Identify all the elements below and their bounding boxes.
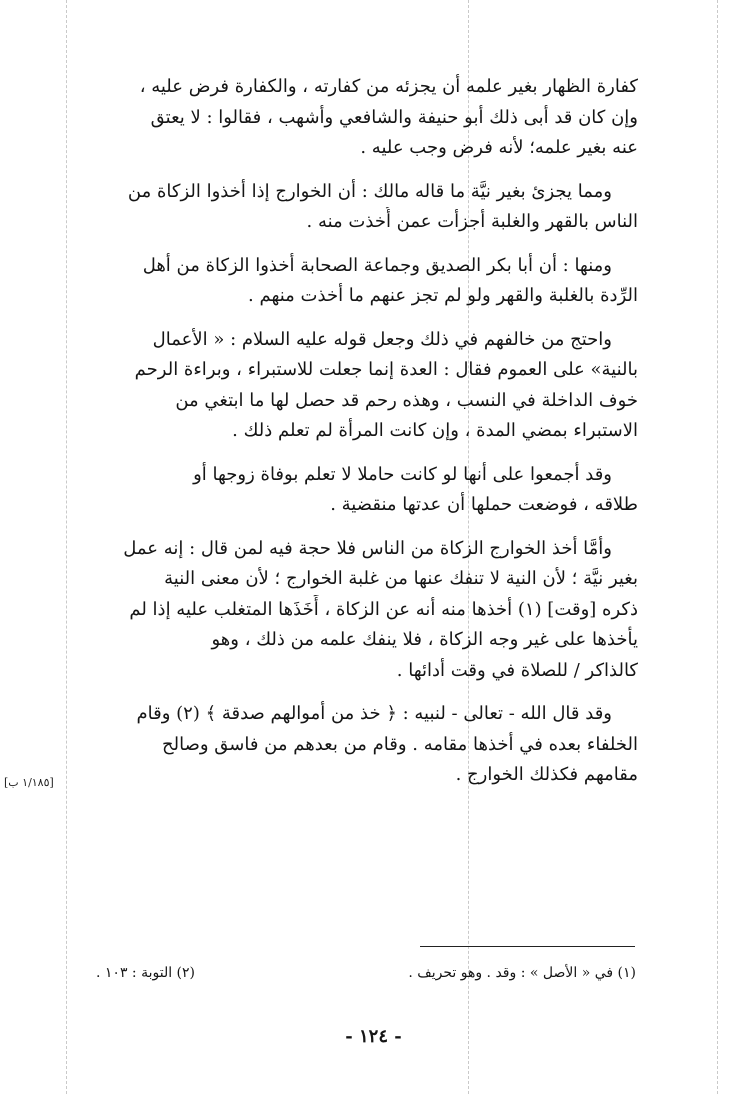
body-text bbox=[86, 72, 638, 804]
text-line: يأخذها على غير وجه الزكاة ، فلا ينفك علمه من ذلك ، وهو bbox=[211, 629, 638, 650]
footnote-separator bbox=[420, 946, 635, 947]
text-line: وقد أجمعوا على أنها لو كانت حاملا لا تعلم بوفاة زوجها أو bbox=[193, 463, 612, 485]
paragraph-2 bbox=[86, 177, 638, 238]
text-line: كفارة الظهار بغير علمه أن يجزئه من كفارته ، والكفارة فرض عليه ، bbox=[139, 76, 638, 97]
scan-guide-line bbox=[717, 0, 718, 1094]
paragraph-4 bbox=[86, 325, 638, 447]
margin-folio-note: [١/١٨٥ ب] bbox=[4, 776, 54, 789]
text-line: الرِّدة بالغلبة والقهر ولو لم تجز عنهم ما أخذت منهم . bbox=[248, 285, 638, 306]
paragraph-3 bbox=[86, 251, 638, 312]
text-line: واحتج من خالفهم في ذلك وجعل قوله عليه السلام : « الأعمال bbox=[152, 328, 612, 350]
footnote-2: (٢) التوبة : ١٠٣ . bbox=[96, 965, 196, 981]
text-line: وأمَّا أخذ الخوارج الزكاة من الناس فلا حجة فيه لمن قال : إنه عمل bbox=[123, 537, 612, 559]
paragraph-1 bbox=[86, 72, 638, 164]
text-line: بالنية» على العموم فقال : العدة إنما جعلت للاستبراء ، وبراءة الرحم bbox=[134, 359, 638, 380]
text-line: الخلفاء بعده في أخذها مقامه . وقام من بعدهم من فاسق وصالح bbox=[161, 733, 638, 755]
text-line: ومما يجزئ بغير نيَّة ما قاله مالك : أن الخوارج إذا أخذوا الزكاة من bbox=[127, 180, 612, 202]
paragraph-5 bbox=[86, 460, 638, 521]
paragraph-7 bbox=[86, 699, 638, 791]
footnote-1: (١) في « الأصل » : وقد . وهو تحريف . bbox=[408, 965, 636, 981]
page-number: - ١٢٤ - bbox=[345, 1026, 402, 1047]
text-line: كالذاكر / للصلاة في وقت أدائها . bbox=[396, 659, 638, 681]
text-line: مقامهم فكذلك الخوارج . bbox=[455, 764, 638, 785]
text-line: بغير نيَّة ؛ لأن النية لا تنفك عنها من غلبة الخوارج ؛ لأن معنى النية bbox=[164, 568, 638, 589]
text-line: وإن كان قد أبى ذلك أبو حنيفة والشافعي وأشهب ، فقالوا : لا يعتق bbox=[150, 106, 638, 128]
text-line: طلاقه ، فوضعت حملها أن عدتها منقضية . bbox=[330, 494, 638, 515]
text-line: ومنها : أن أبا بكر الصديق وجماعة الصحابة أخذوا الزكاة من أهل bbox=[142, 254, 612, 276]
scan-guide-line bbox=[66, 0, 67, 1094]
text-line: وقد قال الله - تعالى - لنبيه : ﴿ خذ من أموالهم صدقة ﴾ (٢) وقام bbox=[136, 703, 612, 724]
text-line: خوف الداخلة في النسب ، وهذه رحم قد حصل لها ما ابتغي من bbox=[175, 389, 638, 411]
footnotes bbox=[96, 960, 636, 986]
text-line: ذكره [وقت] (١) أخذها منه أنه عن الزكاة ، أَخَذَها المتغلب عليه إذا لم bbox=[129, 598, 638, 620]
text-line: عنه بغير علمه؛ لأنه فرض وجب عليه . bbox=[360, 137, 638, 158]
text-line: الناس بالقهر والغلبة أجزأت عمن أُخذت منه . bbox=[306, 211, 638, 232]
text-line: الاستبراء بمضي المدة ، وإن كانت المرأة لم تعلم ذلك . bbox=[232, 420, 638, 441]
paragraph-6 bbox=[86, 534, 638, 687]
